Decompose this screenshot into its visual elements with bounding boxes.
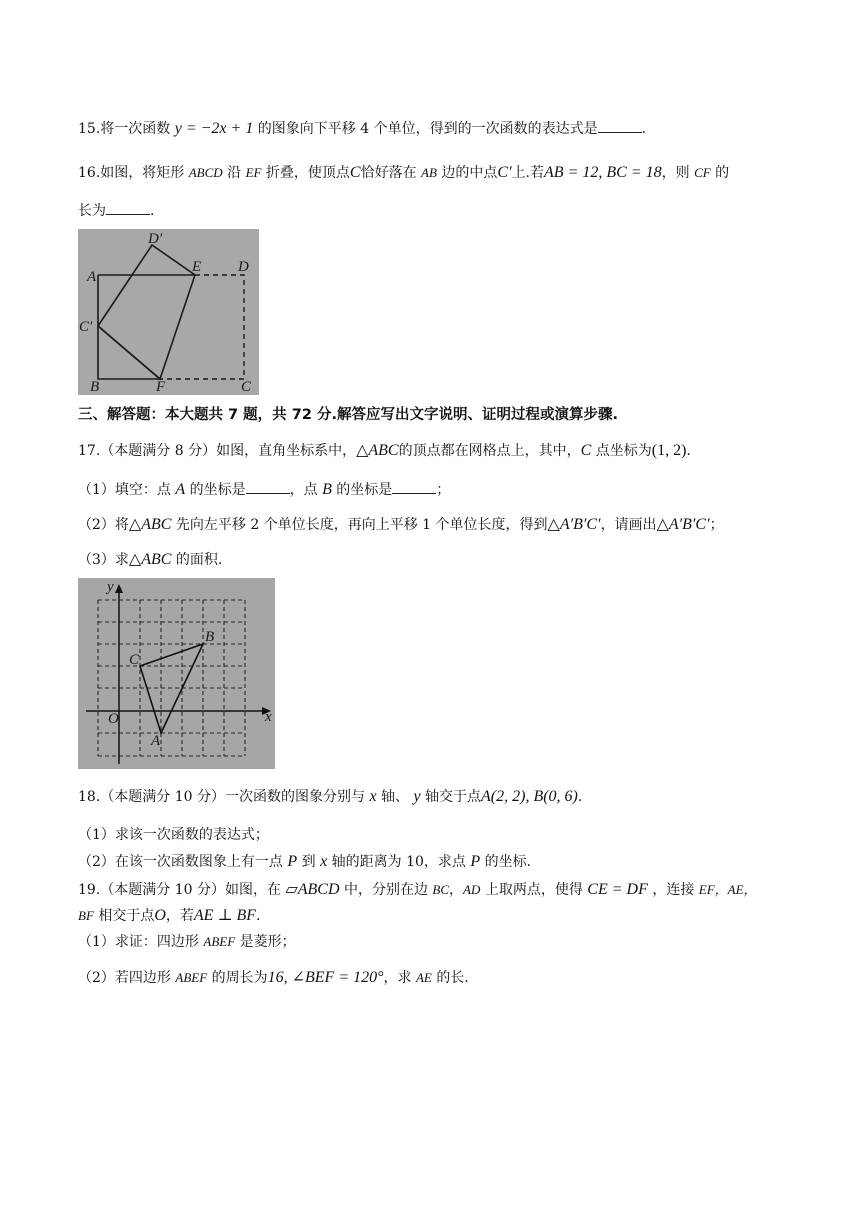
q19-p2-mid: 的周长为 <box>211 970 268 986</box>
figure-16-rectangle-fold <box>78 229 259 395</box>
q18-stem-end: . <box>577 789 583 805</box>
q19-stem-end: ，连接 <box>652 882 695 898</box>
q18-stem-mid: 轴、 <box>381 789 409 805</box>
q18-p2: （2）在该一次函数图象上有一点 <box>78 854 283 870</box>
label-d: D <box>238 259 249 275</box>
answer-blank[interactable] <box>598 118 642 133</box>
figure-17-coordinate-grid <box>78 578 275 769</box>
q17-stem-mid: 的顶点都在网格点上，其中， <box>398 443 581 459</box>
label-a: A <box>151 733 161 749</box>
q19-o: O <box>154 907 166 924</box>
q17-p1-mid: 的坐标是 <box>189 482 246 498</box>
q18-p2-mid2: 轴的距离为 10，求点 <box>331 854 466 870</box>
q17-coord: (1, 2) <box>651 442 687 459</box>
q16-mid3: 边的中点 <box>441 165 498 181</box>
q16-abcd: ABCD <box>188 165 223 180</box>
q16-c: C <box>349 164 361 181</box>
q17-c: C <box>580 442 592 459</box>
answer-blank[interactable] <box>246 479 290 494</box>
label-b: B <box>90 379 100 395</box>
q18-p2-x: x <box>320 853 328 870</box>
question-19-part-2 <box>78 968 469 988</box>
answer-blank[interactable] <box>106 200 150 215</box>
q15-end: . <box>641 121 647 137</box>
label-o: O <box>108 711 119 727</box>
q19-bc: BC <box>432 882 450 897</box>
question-18-part-2 <box>78 852 531 872</box>
q16-cf: CF <box>694 165 711 180</box>
q16-mid1: 折叠，使顶点 <box>265 165 350 181</box>
q19-p1-abef: ABEF <box>203 934 236 949</box>
q19-p2: （2）若四边形 <box>78 970 171 986</box>
q17-p1: （1）填空：点 <box>78 482 171 498</box>
q19-segments: EF，AE， <box>698 882 757 897</box>
q17-p1-b: B <box>322 481 332 498</box>
q17-p2-triangle: △ABC <box>128 516 172 533</box>
q17-p1-mid2: ，点 <box>289 482 318 498</box>
q17-stem-end: . <box>686 443 691 459</box>
q17-p3-triangle: △ABC <box>128 551 172 568</box>
q17-p1-a: A <box>175 481 186 498</box>
q19-p2-end: 的长. <box>436 970 469 986</box>
q18-points: A(2, 2), B(0, 6) <box>481 788 578 805</box>
question-19 <box>78 880 757 900</box>
question-19-line2 <box>78 906 261 926</box>
q18-p2-end: 的坐标. <box>484 854 532 870</box>
q16-along: 沿 <box>227 165 242 181</box>
q18-y: y <box>413 788 421 805</box>
q19-equation: CE = DF <box>587 881 648 898</box>
q19-stem-mid: 中，分别在边 <box>343 882 428 898</box>
q16-line2-end: . <box>150 203 155 219</box>
question-17-part-1 <box>78 479 450 500</box>
question-17-part-2 <box>78 515 724 535</box>
q19-l2-mid: 相交于点 <box>98 908 155 924</box>
q19-ad: AD <box>463 882 481 897</box>
q19-p2-abef: ABEF <box>175 970 208 985</box>
q17-p3-end: 的面积. <box>175 552 223 568</box>
label-a: A <box>87 269 97 285</box>
q19-p1-end: 是菱形； <box>239 934 296 950</box>
q16-end: 的 <box>715 165 730 181</box>
q16-mid5: ，则 <box>661 165 690 181</box>
q19-perpendicular: AE ⊥ BF <box>193 907 257 924</box>
question-19-part-1 <box>78 932 296 952</box>
q19-p2-mid2: ，求 <box>383 970 412 986</box>
q19-p2-ae: AE <box>415 970 432 985</box>
q16-mid4: 上.若 <box>511 165 545 181</box>
q16-line2: 长为 <box>78 203 106 219</box>
q19-p1: （1）求证：四边形 <box>78 934 199 950</box>
q17-p2-mid2: ，请画出 <box>600 517 657 533</box>
section-3-title: 三、解答题：本大题共 7 题，共 72 分.解答应写出文字说明、证明过程或演算步骤. <box>78 407 618 423</box>
q16-ef: EF <box>245 165 262 180</box>
q17-p1-mid3: 的坐标是 <box>336 482 393 498</box>
q19-l2-mid2: ，若 <box>165 908 194 924</box>
q17-p2-triangle2: △A′B′C′ <box>547 516 601 533</box>
q17-p3: （3）求 <box>78 552 129 568</box>
q18-stem-mid2: 轴交于点 <box>425 789 482 805</box>
label-b: B <box>205 629 215 645</box>
q18-p2-p: P <box>287 853 298 870</box>
q18-p2-p2: P <box>470 853 481 870</box>
q19-stem-mid2: 上取两点，使得 <box>484 882 583 898</box>
q17-p2-mid: 先向左平移 2 个单位长度，再向上平移 1 个单位长度，得到 <box>175 517 548 533</box>
answer-blank[interactable] <box>392 479 436 494</box>
q17-p2: （2）将 <box>78 517 129 533</box>
label-c: C <box>129 652 140 668</box>
label-f: F <box>156 379 166 395</box>
q15-text-2: 的图象向下平移 4 个单位，得到的一次函数的表达式是 <box>257 121 598 137</box>
label-dprime: D′ <box>148 231 163 247</box>
label-x: x <box>265 709 272 725</box>
label-c: C <box>241 379 252 395</box>
q19-stem: 19.（本题满分 10 分）如图，在 <box>78 882 281 898</box>
q19-p2-condition: 16, ∠BEF = 120° <box>267 969 384 986</box>
q17-stem: 17.（本题满分 8 分）如图，直角坐标系中， <box>78 443 357 459</box>
q17-p2-triangle3: △A′B′C′ <box>656 516 710 533</box>
q18-stem: 18.（本题满分 10 分）一次函数的图象分别与 <box>78 789 365 805</box>
q19-parallelogram: ▱ABCD <box>285 881 340 898</box>
q16-condition: AB = 12, BC = 18 <box>544 164 662 181</box>
q17-p2-end: ； <box>709 517 724 533</box>
question-15 <box>78 118 646 139</box>
q17-stem-mid2: 点坐标为 <box>595 443 652 459</box>
q18-p2-mid: 到 <box>301 854 316 870</box>
q18-x: x <box>369 788 377 805</box>
q16-text: 16.如图，将矩形 <box>78 165 185 181</box>
q15-text: 15.将一次函数 <box>78 121 171 137</box>
question-18 <box>78 787 582 807</box>
q17-triangle: △ABC <box>356 442 399 459</box>
q19-bf: BF <box>78 908 94 923</box>
q16-cprime: C′ <box>497 164 512 181</box>
q19-l2-end: . <box>256 908 261 924</box>
label-e: E <box>192 259 202 275</box>
q16-ab: AB <box>421 165 437 180</box>
question-16-line2 <box>78 200 154 221</box>
question-17 <box>78 441 691 461</box>
label-cprime: C′ <box>79 319 93 335</box>
label-y: y <box>107 579 114 595</box>
question-16 <box>78 163 729 183</box>
q19-comma: ， <box>449 882 464 898</box>
question-18-part-1: （1）求该一次函数的表达式； <box>78 827 269 843</box>
question-17-part-3 <box>78 550 222 570</box>
q17-p1-end: ； <box>436 482 451 498</box>
q15-formula: y = −2x + 1 <box>174 120 254 137</box>
q16-mid2: 恰好落在 <box>360 165 417 181</box>
